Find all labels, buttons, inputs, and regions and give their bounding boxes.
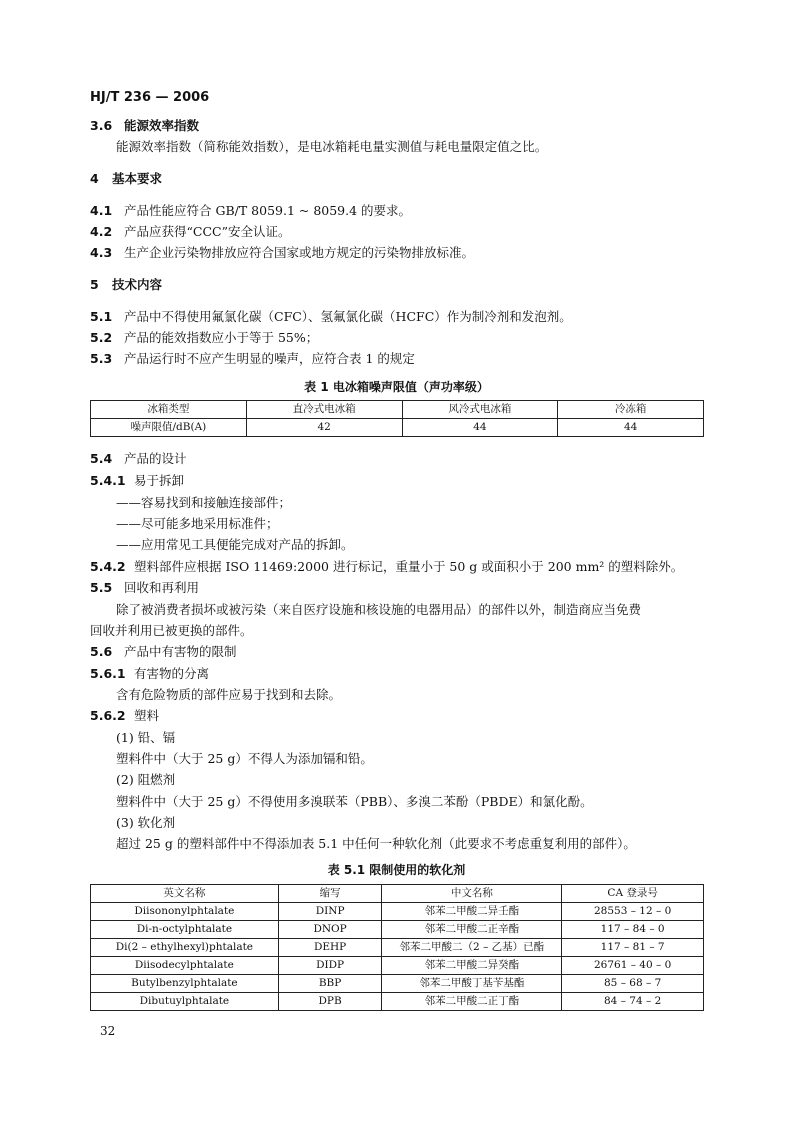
list-item: ——容易找到和接触连接部件； xyxy=(116,495,292,510)
table-cell: Di-n-octylphtalate xyxy=(91,921,279,939)
clause-5-6-2: 5.6.2 塑料 xyxy=(90,708,160,723)
table-cell: 邻苯二甲酸二异癸酯 xyxy=(382,957,562,975)
section-number: 4 xyxy=(90,171,99,186)
table-cell: Butylbenzylphtalate xyxy=(91,975,279,993)
table-cell: Diisononylphtalate xyxy=(91,903,279,921)
section-number: 3.6 xyxy=(90,118,113,133)
list-item: ——应用常见工具便能完成对产品的拆卸。 xyxy=(116,537,354,552)
table-1 xyxy=(90,400,704,437)
table-cell: 42 xyxy=(246,419,402,437)
table-header-row xyxy=(91,885,704,903)
table-cell: DNOP xyxy=(278,921,382,939)
table-cell: 邻苯二甲酸二正辛酯 xyxy=(382,921,562,939)
section-4-heading xyxy=(90,169,162,187)
table-cell: Diisodecylphtalate xyxy=(91,957,279,975)
table-cell: DPB xyxy=(278,993,382,1011)
clause-5-4-2: 5.4.2 塑料部件应根据 ISO 11469:2000 进行标记，重量小于 50 g 或面积小于 200 mm² 的塑料除外。 xyxy=(90,559,684,574)
paragraph: 回收并利用已被更换的部件。 xyxy=(90,623,253,638)
standard-id: HJ/T 236 — 2006 xyxy=(90,90,210,105)
table-cell: 邻苯二甲酸二异壬酯 xyxy=(382,903,562,921)
clause-5-6: 5.6 产品中有害物的限制 xyxy=(90,644,237,659)
table-cell: 117 – 84 – 0 xyxy=(562,921,704,939)
table-5-1 xyxy=(90,884,704,1011)
table-row xyxy=(91,921,704,939)
table-cell: BBP xyxy=(278,975,382,993)
clause-5-5: 5.5 回收和再利用 xyxy=(90,580,200,595)
table-header-cell: 中文名称 xyxy=(382,885,562,903)
table-cell: 84 – 74 – 2 xyxy=(562,993,704,1011)
clause-5-3: 5.3 产品运行时不应产生明显的噪声，应符合表 1 的规定 xyxy=(90,351,415,366)
table-row xyxy=(91,957,704,975)
table-row xyxy=(91,993,704,1011)
clause-5-2: 5.2 产品的能效指数应小于等于 55%； xyxy=(90,330,319,345)
paragraph: 塑料件中（大于 25 g）不得人为添加镉和铅。 xyxy=(116,751,373,766)
clause-5-6-1: 5.6.1 有害物的分离 xyxy=(90,666,210,681)
table-cell: Di(2 – ethylhexyl)phtalate xyxy=(91,939,279,957)
table-header-cell: 缩写 xyxy=(278,885,382,903)
table-cell: Dibutuylphtalate xyxy=(91,993,279,1011)
table-1-caption: 表 1 电冰箱噪声限值（声功率级） xyxy=(304,380,489,394)
clause-4-1: 4.1 产品性能应符合 GB/T 8059.1 ~ 8059.4 的要求。 xyxy=(90,203,412,218)
table-row xyxy=(91,939,704,957)
table-cell: DIDP xyxy=(278,957,382,975)
list-item: ——尽可能多地采用标准件； xyxy=(116,516,279,531)
table-cell: 44 xyxy=(402,419,558,437)
sub-heading: (1) 铅、镉 xyxy=(116,730,176,745)
table-cell: 噪声限值/dB(A) xyxy=(91,419,247,437)
table-header-cell: 直冷式电冰箱 xyxy=(246,401,402,419)
table-row xyxy=(91,975,704,993)
paragraph: 含有危险物质的部件应易于找到和去除。 xyxy=(116,687,342,702)
sub-heading: (2) 阻燃剂 xyxy=(116,772,176,787)
table-header-cell: 英文名称 xyxy=(91,885,279,903)
table-cell: 邻苯二甲酸二（2 – 乙基）已酯 xyxy=(382,939,562,957)
table-cell: 28553 – 12 – 0 xyxy=(562,903,704,921)
table-header-cell: 风冷式电冰箱 xyxy=(402,401,558,419)
table-cell: DEHP xyxy=(278,939,382,957)
clause-5-1: 5.1 产品中不得使用氟氯化碳（CFC）、氢氟氯化碳（HCFC）作为制冷剂和发泡剂。 xyxy=(90,309,572,324)
paragraph: 塑料件中（大于 25 g）不得使用多溴联苯（PBB）、多溴二苯酚（PBDE）和氯化酚。 xyxy=(116,794,593,809)
table-row xyxy=(91,903,704,921)
table-header-cell: 冰箱类型 xyxy=(91,401,247,419)
table-cell: 26761 – 40 – 0 xyxy=(562,957,704,975)
clause-5-4-1: 5.4.1 易于拆卸 xyxy=(90,473,185,488)
clause-4-3: 4.3 生产企业污染物排放应符合国家或地方规定的污染物排放标准。 xyxy=(90,245,475,260)
table-header-row xyxy=(91,401,704,419)
table-row xyxy=(91,419,704,437)
table-5-1-caption: 表 5.1 限制使用的软化剂 xyxy=(327,863,466,877)
table-cell: 邻苯二甲酸丁基苄基酯 xyxy=(382,975,562,993)
clause-5-4: 5.4 产品的设计 xyxy=(90,451,187,466)
table-header-cell: CA 登录号 xyxy=(562,885,704,903)
paragraph: 超过 25 g 的塑料部件中不得添加表 5.1 中任何一种软化剂（此要求不考虑重复利用的部件）。 xyxy=(116,836,636,851)
section-title: 基本要求 xyxy=(112,171,163,186)
table-header-cell: 冷冻箱 xyxy=(558,401,704,419)
clause-4-2: 4.2 产品应获得“CCC”安全认证。 xyxy=(90,224,291,239)
table-cell: 44 xyxy=(558,419,704,437)
section-3-6-heading xyxy=(90,116,199,134)
section-title: 能源效率指数 xyxy=(124,118,200,133)
table-cell: DINP xyxy=(278,903,382,921)
page-number: 32 xyxy=(100,1024,116,1038)
paragraph: 除了被消费者损坏或被污染（来自医疗设施和核设施的电器用品）的部件以外，制造商应当免费 xyxy=(116,602,642,617)
table-cell: 85 – 68 – 7 xyxy=(562,975,704,993)
table-cell: 邻苯二甲酸二正丁酯 xyxy=(382,993,562,1011)
paragraph: 能源效率指数（简称能效指数），是电冰箱耗电量实测值与耗电量限定值之比。 xyxy=(116,139,548,154)
section-title: 技术内容 xyxy=(112,277,163,292)
section-number: 5 xyxy=(90,277,99,292)
sub-heading: (3) 软化剂 xyxy=(116,815,176,830)
section-5-heading xyxy=(90,275,162,293)
table-cell: 117 – 81 – 7 xyxy=(562,939,704,957)
